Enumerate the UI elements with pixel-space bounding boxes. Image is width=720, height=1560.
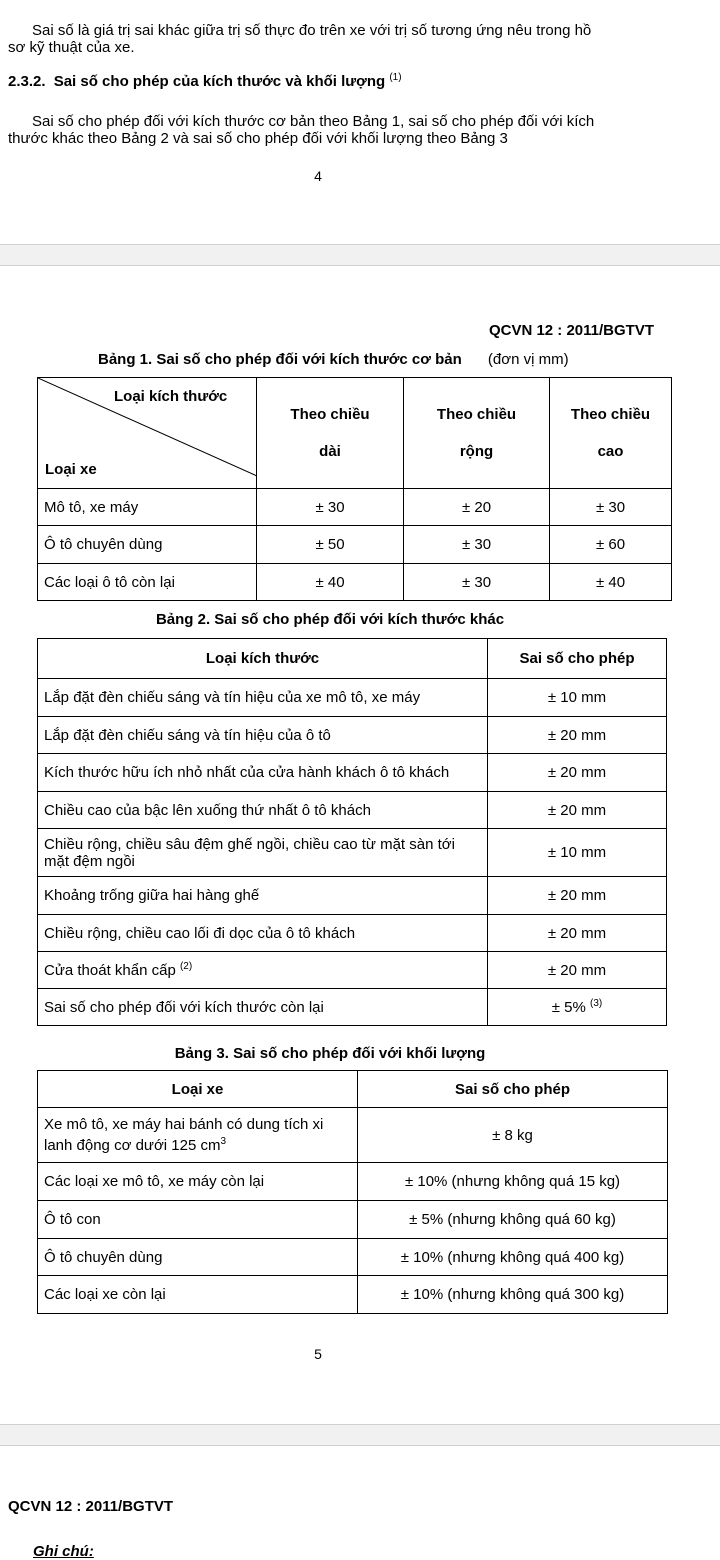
table2-header-type: Loại kích thước: [38, 639, 488, 679]
table2-caption: Bảng 2. Sai số cho phép đối với kích thước khác: [155, 611, 505, 628]
table-row: Các loại xe còn lại ± 10% (nhưng không quá 300 kg): [38, 1276, 668, 1314]
table2-header-tolerance: Sai số cho phép: [488, 639, 667, 679]
intro-line-2: sơ kỹ thuật của xe.: [8, 39, 135, 56]
table-row: Lắp đặt đèn chiếu sáng và tín hiệu của ô tô ± 20 mm: [38, 717, 667, 754]
page-break: [0, 1424, 720, 1446]
footnote-ref-2: (2): [179, 961, 193, 972]
table-row: Sai số cho phép đối với kích thước còn lại ± 5% $^{(3)}$: [38, 989, 667, 1026]
intro-line-1: Sai số là giá trị sai khác giữa trị số thực đo trên xe với trị số tương ứng nêu trong hồ: [32, 22, 592, 39]
table-row: Xe mô tô, xe máy hai bánh có dung tích xi lanh động cơ dưới 125 $cm^3$ ± 8 kg: [38, 1108, 668, 1163]
tolerance-line-1: Sai số cho phép đối với kích thước cơ bản theo Bảng 1, sai số cho phép đối với kích: [32, 113, 595, 130]
table1-col-length: Theo chiều dài: [257, 378, 404, 489]
table-row: Cửa thoát khẩn cấp $^{(2)}$ ± 20 mm: [38, 952, 667, 989]
tolerance-line-2: thước khác theo Bảng 2 và sai số cho phép đối với khối lượng theo Bảng 3: [8, 130, 508, 147]
page-number-5: 5: [314, 1346, 322, 1362]
table-row: Ô tô con ± 5% (nhưng không quá 60 kg): [38, 1201, 668, 1239]
row-label: Ô tô chuyên dùng: [38, 526, 257, 564]
table1-caption: [98, 351, 569, 368]
table3-header-tolerance: Sai số cho phép: [358, 1071, 668, 1108]
table-row: Các loại ô tô còn lại ± 40 ± 30 ± 40: [38, 564, 672, 601]
table1-unit: (đơn vị mm): [487, 351, 569, 368]
table1-corner-cell: [38, 378, 257, 489]
table2: [37, 638, 667, 1026]
superscript-3: 3: [220, 1136, 227, 1147]
table-row: Chiều cao của bậc lên xuống thứ nhất ô tô khách ± 20 mm: [38, 792, 667, 829]
table-row: Chiều rộng, chiều cao lối đi dọc của ô tô khách ± 20 mm: [38, 915, 667, 952]
table-row: Lắp đặt đèn chiếu sáng và tín hiệu của xe mô tô, xe máy ± 10 mm: [38, 679, 667, 717]
page-number-4: 4: [314, 168, 322, 184]
page-break: [0, 244, 720, 266]
corner-bottom-label: Loại xe: [45, 461, 97, 478]
table-row: Chiều rộng, chiều sâu đệm ghế ngồi, chiều cao từ mặt sàn tới mặt đệm ngồi ± 10 mm: [38, 829, 667, 877]
table1-title: Bảng 1. Sai số cho phép đối với kích thước cơ bản: [98, 351, 462, 368]
table1: [37, 377, 672, 601]
notes-title: Ghi chú:: [33, 1543, 94, 1560]
page2-header: QCVN 12 : 2011/BGTVT: [488, 322, 654, 339]
table3: [37, 1070, 668, 1314]
footnote-ref-3: (3): [590, 998, 603, 1009]
table3-caption: Bảng 3. Sai số cho phép đối với khối lượng: [174, 1045, 486, 1062]
page3-header: QCVN 12 : 2011/BGTVT: [8, 1498, 174, 1515]
tolerance-paragraph: [0, 113, 720, 147]
section-title: Sai số cho phép của kích thước và khối lượng: [53, 73, 386, 90]
table3-header-type: Loại xe: [38, 1071, 358, 1108]
table-row: Ô tô chuyên dùng ± 50 ± 30 ± 60: [38, 526, 672, 564]
corner-top-label: Loại kích thước: [114, 388, 228, 405]
table-row: Kích thước hữu ích nhỏ nhất của cửa hành khách ô tô khách ± 20 mm: [38, 754, 667, 792]
table-row: Mô tô, xe máy ± 30 ± 20 ± 30: [38, 489, 672, 526]
table-row: Ô tô chuyên dùng ± 10% (nhưng không quá 400 kg): [38, 1239, 668, 1276]
table1-col-width: Theo chiều rộng: [404, 378, 550, 489]
section-number: 2.3.2.: [8, 73, 46, 90]
table-row: Các loại xe mô tô, xe máy còn lại ± 10% (nhưng không quá 15 kg): [38, 1163, 668, 1201]
section-footnote-ref: (1): [389, 72, 402, 83]
intro-paragraph: [0, 22, 720, 56]
table1-col-height: Theo chiều cao: [550, 378, 672, 489]
row-label: Mô tô, xe máy: [38, 489, 257, 526]
table-row: Khoảng trống giữa hai hàng ghế ± 20 mm: [38, 877, 667, 915]
section-heading: [8, 72, 402, 90]
row-label: Các loại ô tô còn lại: [38, 564, 257, 601]
